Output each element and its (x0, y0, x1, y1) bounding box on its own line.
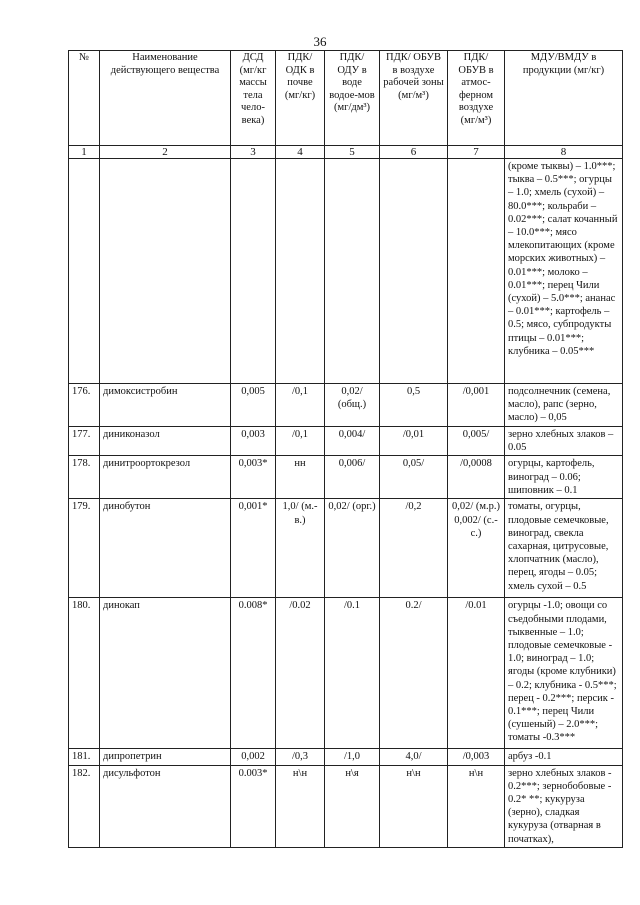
page-number: 36 (313, 34, 327, 49)
water-cell: /0.1 (325, 598, 380, 749)
atm-air-cell: /0.01 (448, 598, 505, 749)
substance-name: димоксистробин (100, 384, 231, 427)
water-cell: 0,006/ (325, 456, 380, 499)
table-row (69, 384, 623, 427)
work-air-cell: н\н (380, 765, 448, 847)
table-row (69, 749, 623, 765)
water-cell: /1,0 (325, 749, 380, 765)
water-cell: 0,004/ (325, 427, 380, 456)
column-number: 2 (100, 146, 231, 159)
water-cell: 0,02/ (общ.) (325, 384, 380, 427)
soil-cell: /0.02 (276, 598, 325, 749)
table-row (69, 427, 623, 456)
column-number: 6 (380, 146, 448, 159)
atm-air-cell: /0,001 (448, 384, 505, 427)
substance-name: динитроортокрезол (100, 456, 231, 499)
work-air-cell: 0.2/ (380, 598, 448, 749)
dsd-cell: 0.008* (231, 598, 276, 749)
column-number: 8 (505, 146, 623, 159)
substance-name: динокап (100, 598, 231, 749)
soil-cell: /0,1 (276, 384, 325, 427)
row-number: 180. (69, 598, 100, 749)
atm-air-cell: н\н (448, 765, 505, 847)
header-water: ПДК/ ОДУ в воде водое-мов (мг/дм³) (325, 51, 380, 146)
soil-cell: н\н (276, 765, 325, 847)
column-number: 5 (325, 146, 380, 159)
row-number: 182. (69, 765, 100, 847)
row-number: 179. (69, 499, 100, 598)
header-atm-air: ПДК/ ОБУВ в атмос-ферном воздухе (мг/м³) (448, 51, 505, 146)
dsd-cell: 0,002 (231, 749, 276, 765)
header-mdu: МДУ/ВМДУ в продукции (мг/кг) (505, 51, 623, 146)
water-cell: 0,02/ (орг.) (325, 499, 380, 598)
mdu-cell: томаты, огурцы, плодовые семечковые, виноград, свекла сахарная, цитрусовые, хлопчатник (масло), перец, ягоды – 0.05; хмель сухой – 0.5 (505, 499, 623, 598)
soil-cell: нн (276, 456, 325, 499)
atm-air-cell: /0,0008 (448, 456, 505, 499)
mdu-cell: зерно хлебных злаков - 0.2***; зернобобовые - 0.2* **; кукуруза (зерно), сладкая кукуруза (отварная в початках), (505, 765, 623, 847)
water-cell: н\я (325, 765, 380, 847)
dsd-cell: 0,005 (231, 384, 276, 427)
soil-cell: 1,0/ (м.-в.) (276, 499, 325, 598)
mdu-cell: подсолнечник (семена, масло), рапс (зерно, масло) – 0,05 (505, 384, 623, 427)
atm-air-cell: 0,005/ (448, 427, 505, 456)
work-air-cell: /0,01 (380, 427, 448, 456)
work-air-cell: 0,5 (380, 384, 448, 427)
row-number: 177. (69, 427, 100, 456)
mdu-cell: (кроме тыквы) – 1.0***; тыква – 0.5***; огурцы – 1.0; хмель (сухой) – 80.0***; кольраби – 0.02***; салат кочанный – 10.0***; мясо млекопитающих (кроме морских животных) – 0.01***; молоко – 0.01***; перец Чили (сухой) – 5.0***; ананас – 0.01***; картофель – 0.5; мясо, субпродукты птицы – 0.01***; клубника – 0.05*** (505, 159, 623, 384)
table-row (69, 456, 623, 499)
table-row-continuation (69, 159, 623, 384)
column-number: 4 (276, 146, 325, 159)
substance-name: дипропетрин (100, 749, 231, 765)
header-soil: ПДК/ ОДК в почве (мг/кг) (276, 51, 325, 146)
header-row (69, 51, 623, 146)
column-number: 1 (69, 146, 100, 159)
column-number: 3 (231, 146, 276, 159)
header-work-air: ПДК/ ОБУВ в воздухе рабочей зоны (мг/м³) (380, 51, 448, 146)
dsd-cell: 0,001* (231, 499, 276, 598)
row-number: 178. (69, 456, 100, 499)
substance-name: дисульфотон (100, 765, 231, 847)
work-air-cell: 4,0/ (380, 749, 448, 765)
dsd-cell: 0.003* (231, 765, 276, 847)
column-number-row (69, 146, 623, 159)
dsd-cell: 0,003* (231, 456, 276, 499)
mdu-cell: огурцы, картофель, виноград – 0.06; шиповник – 0.1 (505, 456, 623, 499)
soil-cell: /0,3 (276, 749, 325, 765)
substance-name: диниконазол (100, 427, 231, 456)
header-substance-name: Наименование действующего вещества (100, 51, 231, 146)
work-air-cell: /0,2 (380, 499, 448, 598)
column-number: 7 (448, 146, 505, 159)
row-number: 181. (69, 749, 100, 765)
mdu-cell: огурцы -1.0; овощи со съедобными плодами, тыквенные – 1.0; плодовые семечковые - 1.0; виноград – 1.0; ягоды (кроме клубники) – 0.2; клубника - 0.5***; перец - 0.2***; персик - 0.1***; перец Чили (сушеный) – 2.0***; томаты -0.3*** (505, 598, 623, 749)
mdu-cell: арбуз -0.1 (505, 749, 623, 765)
work-air-cell: 0,05/ (380, 456, 448, 499)
table-row (69, 499, 623, 598)
hygienic-standards-table (68, 50, 623, 848)
substance-name: динобутон (100, 499, 231, 598)
atm-air-cell: 0,02/ (м.р.) 0,002/ (с.-с.) (448, 499, 505, 598)
header-dsd: ДСД (мг/кг массы тела чело-века) (231, 51, 276, 146)
header-number: № (69, 51, 100, 146)
atm-air-cell: /0,003 (448, 749, 505, 765)
soil-cell: /0,1 (276, 427, 325, 456)
dsd-cell: 0,003 (231, 427, 276, 456)
row-number: 176. (69, 384, 100, 427)
mdu-cell: зерно хлебных злаков – 0.05 (505, 427, 623, 456)
table-row (69, 765, 623, 847)
table-row (69, 598, 623, 749)
